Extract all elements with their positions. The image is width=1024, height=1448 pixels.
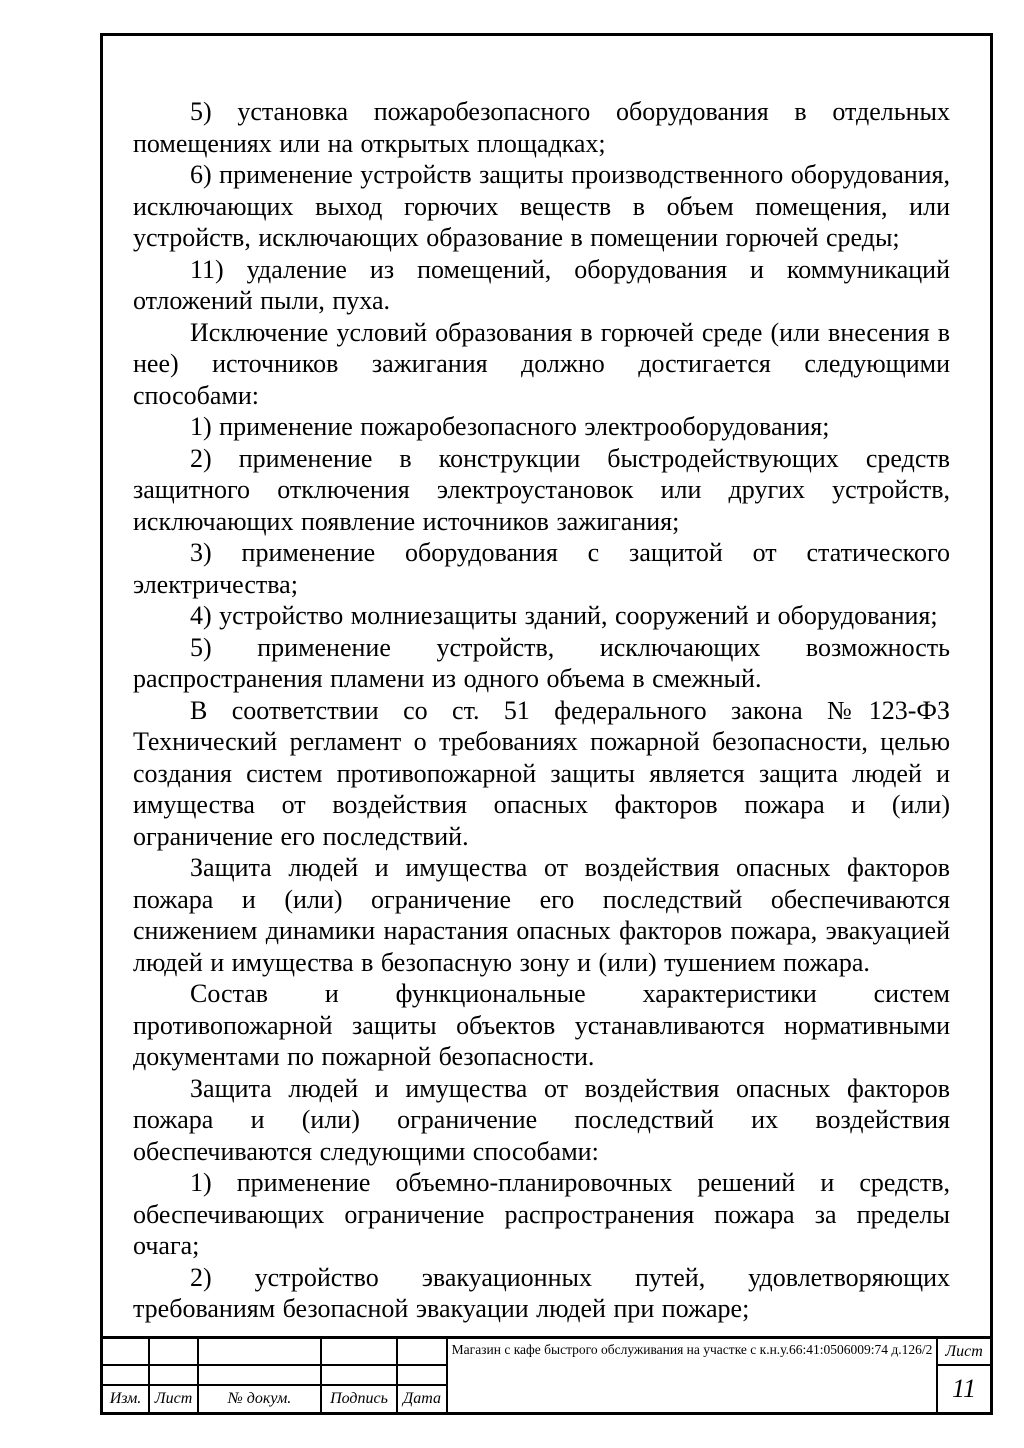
paragraph: 6) применение устройств защиты производственного оборудования, исключающих выход горючих веществ в объем помещения, или устройств, исключающих образование в помещении горючей среды; <box>133 160 951 252</box>
sheet-label: Лист <box>945 1342 983 1360</box>
paragraph: Защита людей и имущества от воздействия опасных факторов пожара и (или) ограничение последствий их воздействия обеспечиваются следующими способами: <box>133 1073 950 1166</box>
body-text <box>103 36 990 1325</box>
paragraph: 5) применение устройств, исключающих возможность распространения пламени из одного объема в смежный. <box>133 632 950 693</box>
titleblock-empty-cell <box>199 1366 320 1384</box>
titleblock-label-list-text: Лист <box>154 1390 193 1407</box>
titleblock-label-doc <box>199 1386 320 1412</box>
paragraph: 3) применение оборудования с защитой от статического электричества; <box>133 538 950 599</box>
paragraph: Исключение условий образования в горючей среде (или внесения в нее) источников зажигания должно достигается следующими способами: <box>133 317 950 410</box>
paragraph: 1) применение пожаробезопасного электрооборудования; <box>190 412 830 441</box>
paragraph: Состав и функциональные характеристики систем противопожарной защиты объектов устанавливаются нормативными документами по пожарной безопасности. <box>133 979 950 1071</box>
titleblock-empty-cell <box>398 1339 446 1364</box>
titleblock-empty-cell <box>199 1339 320 1364</box>
titleblock-project-title-cell <box>448 1339 936 1412</box>
titleblock-empty-cell <box>398 1366 446 1384</box>
paragraph: 1) применение объемно-планировочных решений и средств, обеспечивающих ограничение распространения пожара за пределы очага; <box>133 1168 950 1260</box>
titleblock-label-podpis-text: Подпись <box>330 1390 388 1407</box>
titleblock-sheet-label-cell <box>938 1339 990 1364</box>
paragraph: В соответствии со ст. 51 федерального закона №123-ФЗ Технический регламент о требованиях пожарной безопасности, целью создания систем противопожарной защиты является защита людей и имущества от воздействия опасных факторов пожара и (или) ограничение его последствий. <box>133 695 950 851</box>
page-frame <box>100 33 993 1415</box>
paragraph: 2) устройство эвакуационных путей, удовлетворяющих требованиям безопасной эвакуации людей при пожаре; <box>133 1262 950 1323</box>
titleblock-label-list <box>150 1386 197 1412</box>
titleblock-empty-cell <box>103 1339 148 1364</box>
titleblock-empty-cell <box>322 1339 396 1364</box>
paragraph: 4) устройство молниезащиты зданий, сооружений и оборудования; <box>190 601 938 630</box>
titleblock-label-podpis <box>322 1386 396 1412</box>
titleblock-label-data <box>398 1386 446 1412</box>
titleblock-label-doc-text: № докум. <box>227 1390 292 1407</box>
paragraph: 11) удаление из помещений, оборудования и коммуникаций отложений пыли, пуха. <box>133 254 950 315</box>
sheet-number: 11 <box>951 1374 977 1403</box>
paragraph: 2) применение в конструкции быстродействующих средств защитного отключения электроустановок или других устройств, исключающих появление источников зажигания; <box>133 443 950 536</box>
titleblock-label-izm-text: Изм. <box>109 1390 142 1407</box>
titleblock-empty-cell <box>150 1339 197 1364</box>
titleblock-label-izm <box>103 1386 148 1412</box>
titleblock-empty-cell <box>322 1366 396 1384</box>
title-block <box>103 1336 990 1412</box>
paragraph: 5) установка пожаробезопасного оборудования в отдельных помещениях или на открытых площадках; <box>133 97 950 158</box>
titleblock-label-data-text: Дата <box>403 1390 441 1407</box>
project-title: Магазин с кафе быстрого обслуживания на участке с к.н.у.66:41:0506009:74 д.126/2 <box>451 1342 933 1357</box>
titleblock-empty-cell <box>150 1366 197 1384</box>
paragraph: Защита людей и имущества от воздействия опасных факторов пожара и (или) ограничение его последствий обеспечиваются снижением динамики нарастания опасных факторов пожара, эвакуацией людей и имущества в безопасную зону и (или) тушением пожара. <box>133 853 950 977</box>
titleblock-empty-cell <box>103 1366 148 1384</box>
titleblock-sheet-number-cell <box>938 1366 990 1412</box>
